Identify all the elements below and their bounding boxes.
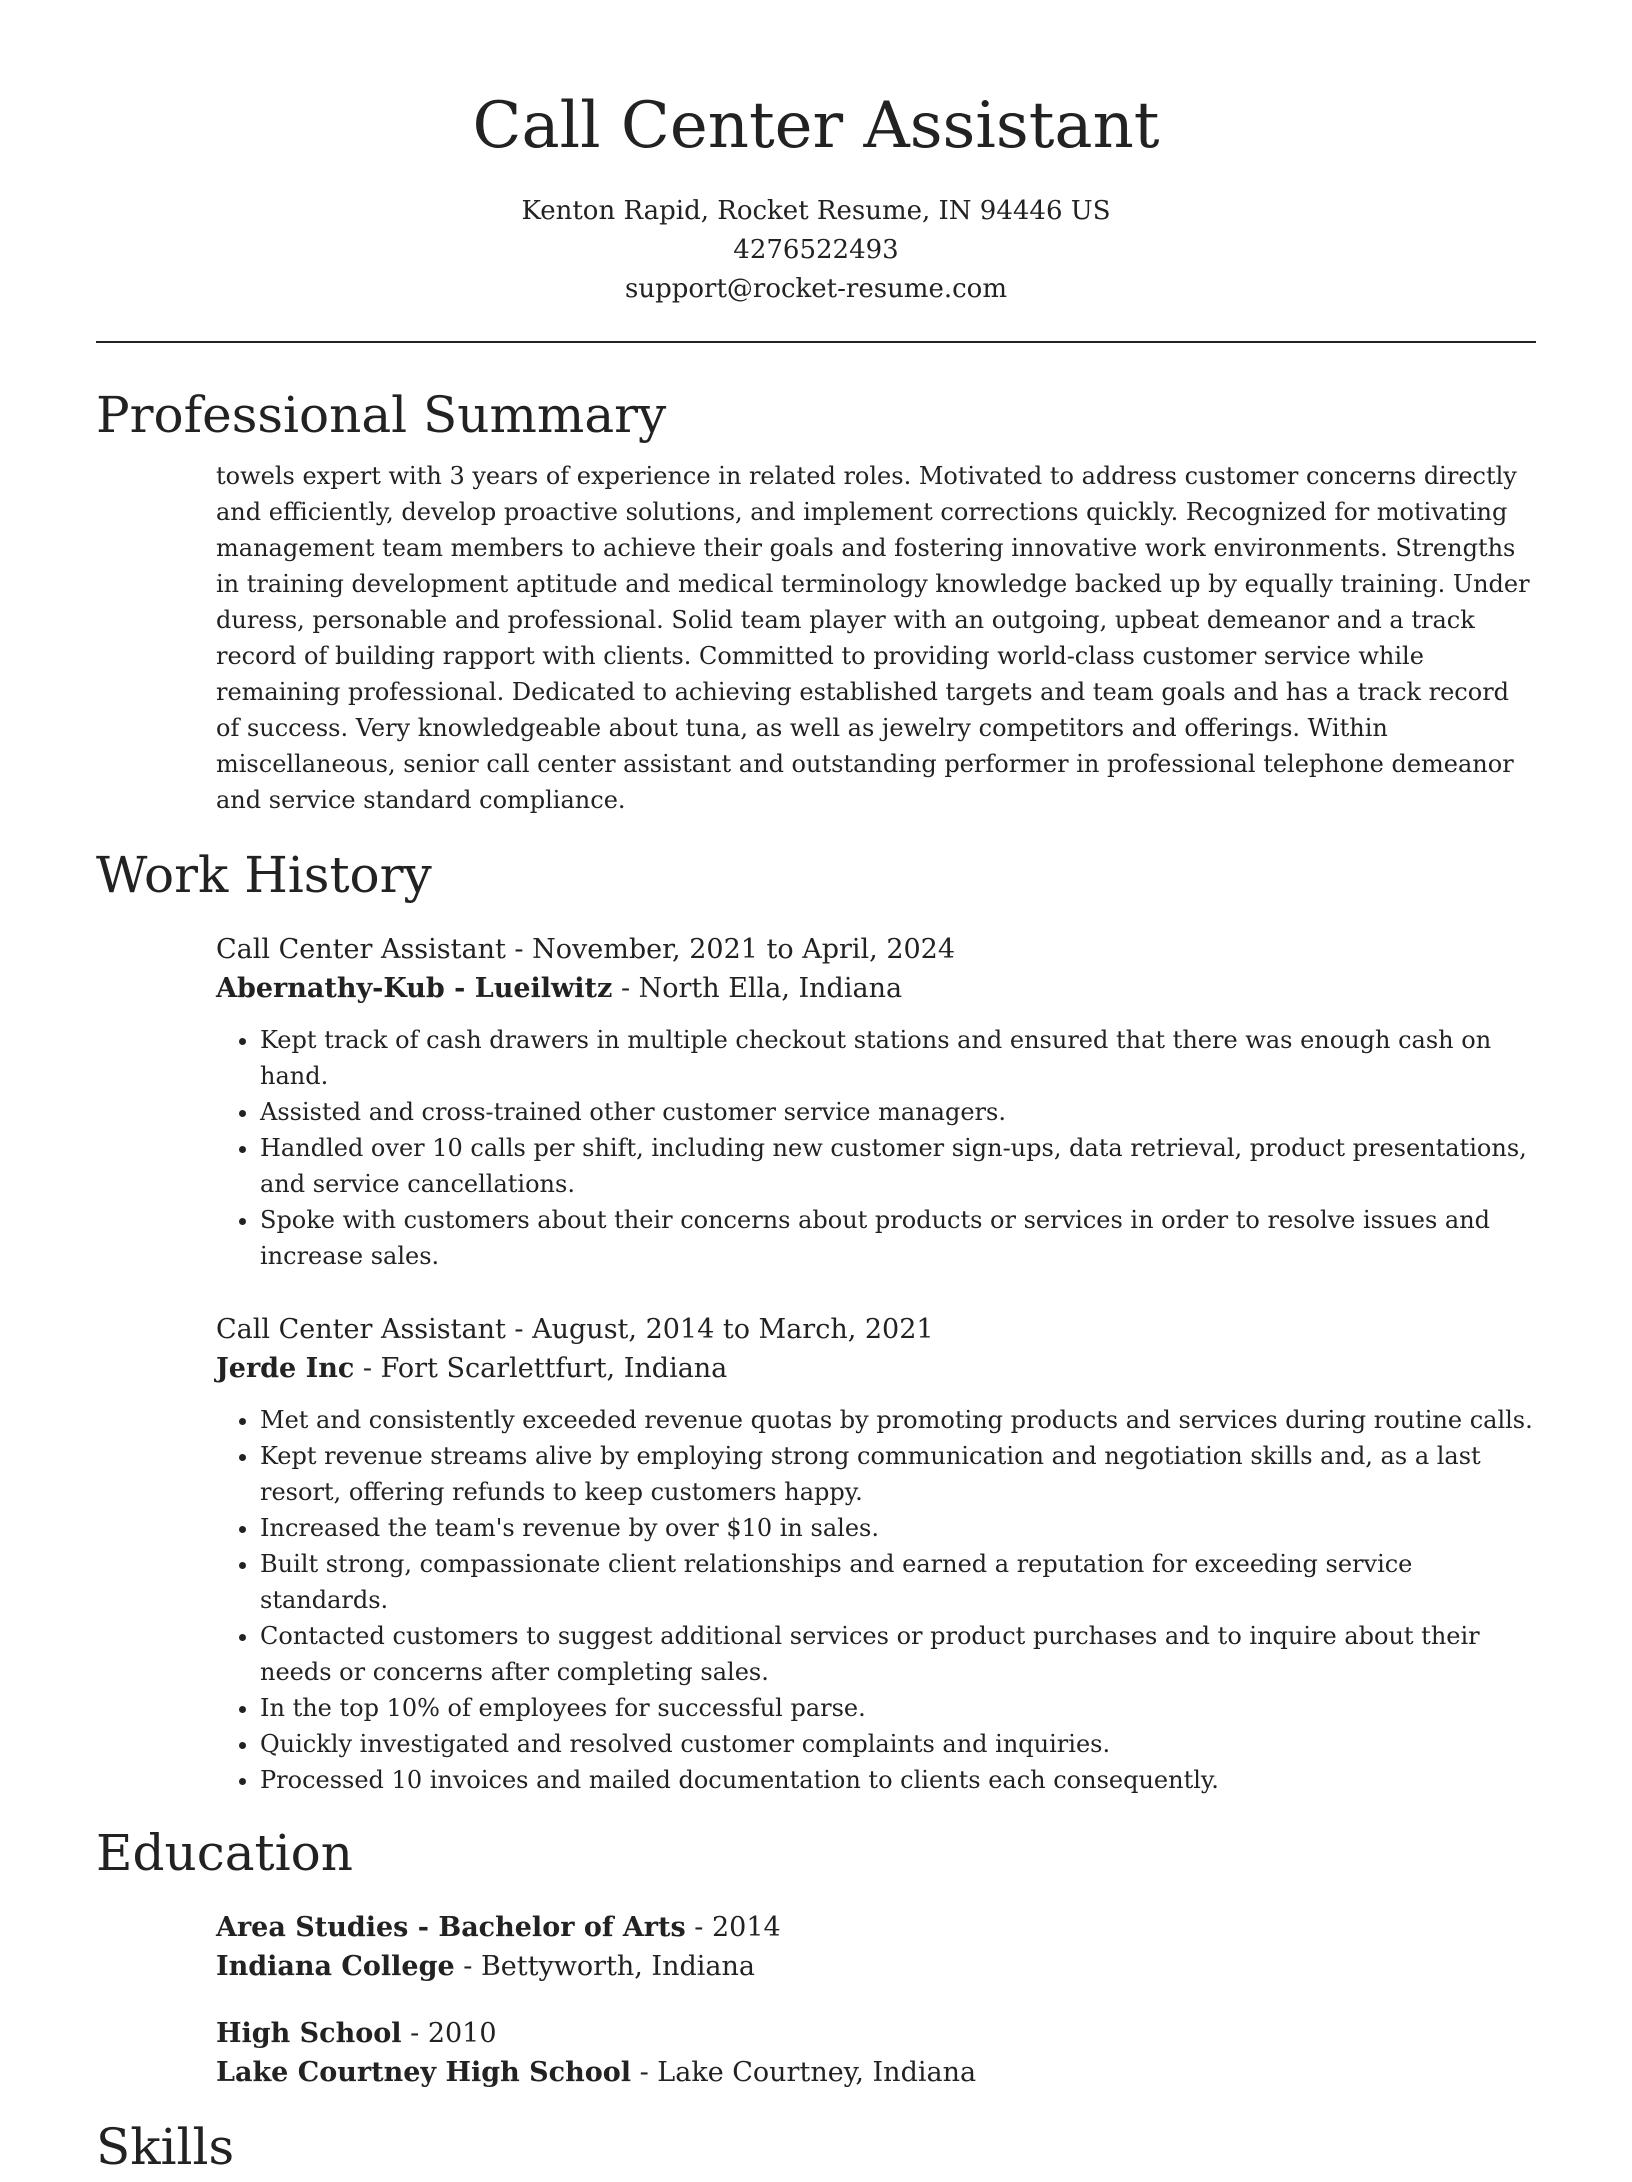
work-title: Work History xyxy=(96,846,432,904)
contact-phone: 4276522493 xyxy=(733,235,899,265)
job-location: - Fort Scarlettfurt, Indiana xyxy=(354,1353,728,1384)
list-item: • Contacted customers to suggest additional services or product purchases and to inquire about their needs or concerns after completing sales. xyxy=(260,1618,1536,1690)
education-school-line xyxy=(216,2053,1536,2092)
list-item: • Assisted and cross-trained other customer service managers. xyxy=(260,1094,1536,1130)
education-entry xyxy=(216,1908,1536,1986)
contact-email: support@rocket-resume.com xyxy=(624,274,1007,304)
job-dates: - November, 2021 to April, 2024 xyxy=(505,934,956,965)
education-degree: High School xyxy=(216,2018,402,2049)
education-entry xyxy=(216,2014,1536,2092)
education-section xyxy=(96,1818,1536,2092)
list-item: • Built strong, compassionate client relationships and earned a reputation for exceeding service standards. xyxy=(260,1546,1536,1618)
resume-header xyxy=(0,0,1632,309)
list-item: • Handled over 10 calls per shift, including new customer sign-ups, data retrieval, product presentations, and service cancellations. xyxy=(260,1130,1536,1202)
education-degree-line xyxy=(216,2014,1536,2053)
job-entry xyxy=(216,930,1536,1274)
list-item: • Quickly investigated and resolved customer complaints and inquiries. xyxy=(260,1726,1536,1762)
job-location: - North Ella, Indiana xyxy=(612,973,903,1004)
list-item: • Kept revenue streams alive by employing strong communication and negotiation skills and, as a last resort, offering refunds to keep customers happy. xyxy=(260,1438,1536,1510)
list-item: • Met and consistently exceeded revenue quotas by promoting products and services during routine calls. xyxy=(260,1402,1536,1438)
job-company: Abernathy-Kub - Lueilwitz xyxy=(216,973,613,1004)
candidate-name: Call Center Assistant xyxy=(472,89,1160,163)
job-company-line xyxy=(216,969,1536,1008)
job-company: Jerde Inc xyxy=(216,1353,355,1384)
education-year: - 2014 xyxy=(685,1912,781,1943)
job-title-line xyxy=(216,1310,1536,1349)
education-school: Indiana College xyxy=(216,1951,455,1982)
contact-address: Kenton Rapid, Rocket Resume, IN 94446 US xyxy=(521,196,1111,226)
job-dates: - August, 2014 to March, 2021 xyxy=(505,1314,934,1345)
education-school: Lake Courtney High School xyxy=(216,2057,632,2088)
education-title: Education xyxy=(96,1824,353,1882)
education-year: - 2010 xyxy=(401,2018,497,2049)
job-entry xyxy=(216,1310,1536,1798)
job-role: Call Center Assistant xyxy=(216,934,506,965)
list-item: • Spoke with customers about their concerns about products or services in order to resolve issues and increase sales. xyxy=(260,1202,1536,1274)
list-item: • Increased the team's revenue by over $10 in sales. xyxy=(260,1510,1536,1546)
job-title-line xyxy=(216,930,1536,969)
job-bullets xyxy=(216,1402,1536,1798)
education-location: - Lake Courtney, Indiana xyxy=(631,2057,977,2088)
list-item: • In the top 10% of employees for successful parse. xyxy=(260,1690,1536,1726)
header-divider xyxy=(96,341,1536,343)
summary-section xyxy=(96,380,1536,818)
job-role: Call Center Assistant xyxy=(216,1314,506,1345)
skills-section xyxy=(96,2112,1536,2182)
job-company-line xyxy=(216,1349,1536,1388)
job-bullets xyxy=(216,1022,1536,1274)
summary-text: towels expert with 3 years of experience in related roles. Motivated to address customer concerns directly and efficiently, develop proactive solutions, and implement corrections quickly. Recognized for motivating management team members to achieve their goals and fostering innovative work environments. Strengths in training development aptitude and medical terminology knowledge backed up by equally training. Under duress, personable and professional. Solid team player with an outgoing, upbeat demeanor and a track record of building rapport with clients. Committed to providing world-class customer service while remaining professional. Dedicated to achieving established targets and team goals and has a track record of success. Very knowledgeable about tuna, as well as jewelry competitors and offerings. Within miscellaneous, senior call center assistant and outstanding performer in professional telephone demeanor and service standard compliance. xyxy=(216,462,1530,814)
education-school-line xyxy=(216,1947,1536,1986)
list-item: • Kept track of cash drawers in multiple checkout stations and ensured that there was enough cash on hand. xyxy=(260,1022,1536,1094)
contact-block xyxy=(0,192,1632,309)
education-location: - Bettyworth, Indiana xyxy=(454,1951,755,1982)
list-item: • Processed 10 invoices and mailed documentation to clients each consequently. xyxy=(260,1762,1536,1798)
summary-title: Professional Summary xyxy=(96,386,667,444)
skills-title: Skills xyxy=(96,2118,235,2176)
education-degree-line xyxy=(216,1908,1536,1947)
work-section xyxy=(96,840,1536,1798)
resume-content xyxy=(96,380,1536,2182)
education-degree: Area Studies - Bachelor of Arts xyxy=(216,1912,686,1943)
